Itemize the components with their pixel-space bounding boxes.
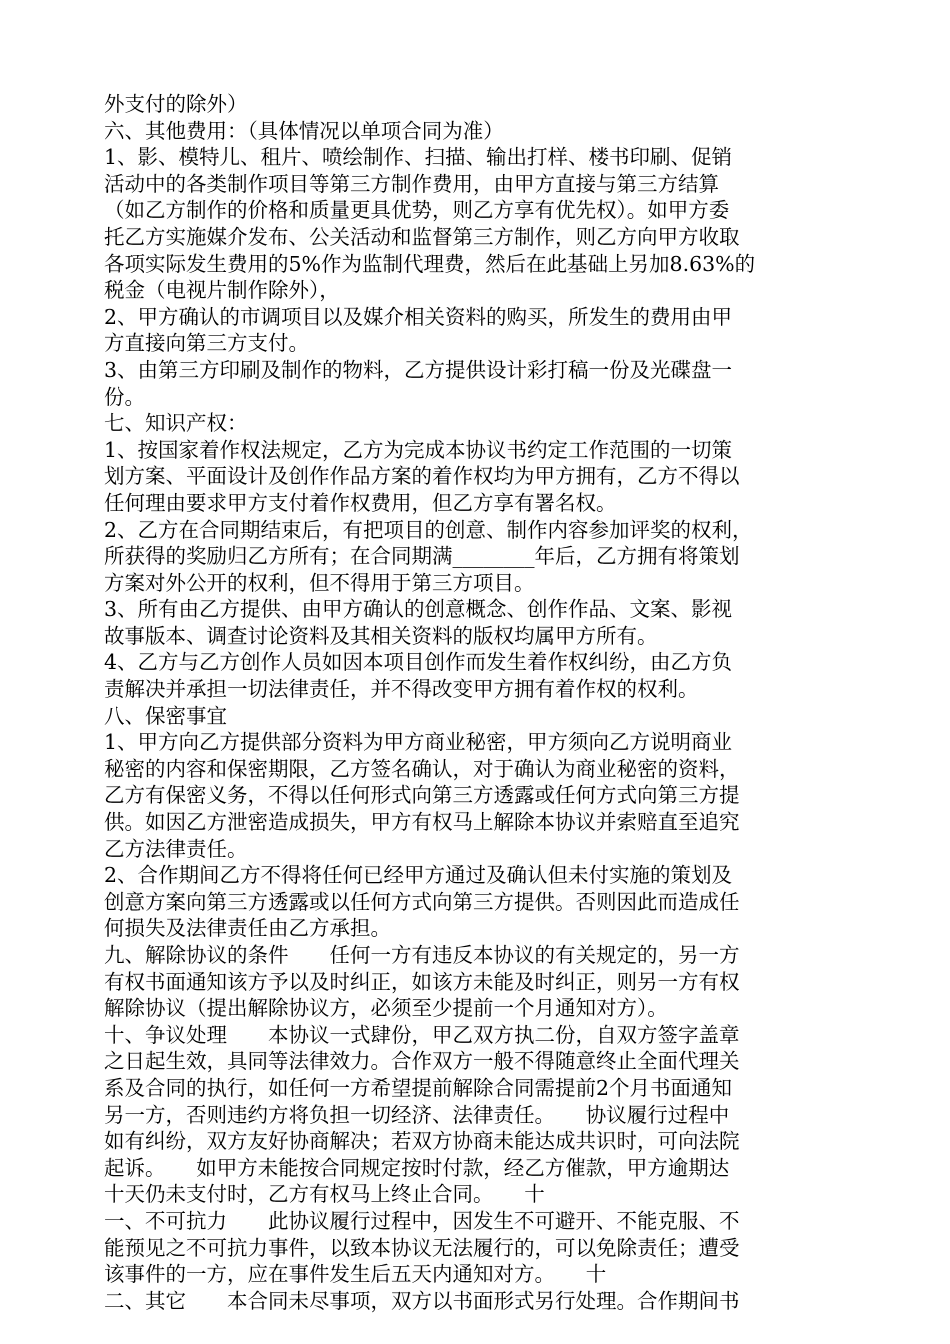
- text-line: 何损失及法律责任由乙方承担。: [104, 916, 391, 941]
- text-line: 外支付的除外）: [104, 92, 248, 116]
- text-line: 2、乙方在合同期结束后，有把项目的创意、制作内容参加评奖的权利，: [104, 517, 753, 542]
- text-line: 各项实际发生费用的5%作为监制代理费，然后在此基础上另加8.63%的: [104, 251, 756, 276]
- section-heading-intellectual-property: 七、知识产权：: [104, 411, 248, 436]
- section-heading-force-majeure: 一、不可抗力 此协议履行过程中，因发生不可避开、不能克服、不: [104, 1208, 740, 1233]
- text-line: 供。如因乙方泄密造成损失，甲方有权马上解除本协议并索赔直至追究: [104, 810, 740, 835]
- text-line: 责解决并承担一切法律责任，并不得改变甲方拥有着作权的权利。: [104, 677, 699, 702]
- text-line: （如乙方制作的价格和质量更具优势，则乙方享有优先权）。如甲方委: [104, 198, 730, 223]
- text-line: 2、甲方确认的市调项目以及媒介相关资料的购买，所发生的费用由甲: [104, 304, 733, 329]
- text-line: 乙方有保密义务，不得以任何形式向第三方透露或任何方式向第三方提: [104, 783, 740, 808]
- text-line: 4、乙方与乙方创作人员如因本项目创作而发生着作权纠纷，由乙方负: [104, 650, 733, 675]
- text-line: 1、甲方向乙方提供部分资料为甲方商业秘密，甲方须向乙方说明商业: [104, 730, 733, 755]
- text-line: 十天仍未支付时，乙方有权马上终止合同。 十: [104, 1182, 545, 1207]
- text-line: 托乙方实施媒介发布、公关活动和监督第三方制作，则乙方向甲方收取: [104, 224, 740, 249]
- section-heading-other-fees: 六、其他费用：（具体情况以单项合同为准）: [104, 118, 504, 143]
- text-line: 起诉。 如甲方未能按合同规定按时付款，经乙方催款，甲方逾期达: [104, 1155, 730, 1180]
- text-line: 能预见之不可抗力事件，以致本协议无法履行的，可以免除责任；遭受: [104, 1235, 740, 1260]
- section-heading-termination: 九、解除协议的条件 任何一方有违反本协议的有关规定的，另一方: [104, 943, 740, 967]
- text-line: 1、影、模特儿、租片、喷绘制作、扫描、输出打样、楼书印刷、促销: [104, 145, 733, 170]
- section-heading-other: 二、其它 本合同未尽事项，双方以书面形式另行处理。合作期间书: [104, 1288, 740, 1313]
- text-line: 如有纠纷，双方友好协商解决；若双方协商未能达成共识时，可向法院: [104, 1129, 740, 1154]
- text-line: 1、按国家着作权法规定，乙方为完成本协议书约定工作范围的一切策: [104, 437, 733, 462]
- text-line: 方案对外公开的权利，但不得用于第三方项目。: [104, 570, 535, 595]
- text-line: 3、所有由乙方提供、由甲方确认的创意概念、创作作品、文案、影视: [104, 597, 733, 622]
- text-line: 方直接向第三方支付。: [104, 331, 309, 356]
- document-body: [104, 91, 849, 1314]
- text-line: 所获得的奖励归乙方所有；在合同期满________年后，乙方拥有将策划: [104, 544, 740, 569]
- section-heading-confidentiality: 八、保密事宜: [104, 703, 227, 728]
- section-heading-disputes: 十、争议处理 本协议一式肆份，甲乙双方执二份，自双方签字盖章: [104, 1022, 740, 1047]
- text-line: 该事件的一方，应在事件发生后五天内通知对方。 十: [104, 1262, 607, 1287]
- text-line: 3、由第三方印刷及制作的物料，乙方提供设计彩打稿一份及光碟盘一: [104, 357, 733, 382]
- text-line: 乙方法律责任。: [104, 836, 248, 861]
- text-line: 有权书面通知该方予以及时纠正，如该方未能及时纠正，则另一方有权: [104, 969, 740, 994]
- text-line: 故事版本、调查讨论资料及其相关资料的版权均属甲方所有。: [104, 623, 658, 648]
- text-line: 创意方案向第三方透露或以任何方式向第三方提供。否则因此而造成任: [104, 889, 740, 914]
- text-line: 2、合作期间乙方不得将任何已经甲方通过及确认但未付实施的策划及: [104, 863, 733, 888]
- text-line: 系及合同的执行，如任何一方希望提前解除合同需提前2个月书面通知: [104, 1075, 733, 1100]
- text-line: 解除协议（提出解除协议方，必须至少提前一个月通知对方）。: [104, 996, 668, 1021]
- text-line: 活动中的各类制作项目等第三方制作费用，由甲方直接与第三方结算: [104, 171, 719, 196]
- text-line: 另一方，否则违约方将负担一切经济、法律责任。 协议履行过程中: [104, 1102, 730, 1127]
- text-line: 之日起生效，具同等法律效力。合作双方一般不得随意终止全面代理关: [104, 1049, 740, 1074]
- text-line: 税金（电视片制作除外），: [104, 278, 340, 303]
- text-line: 份。: [104, 384, 145, 409]
- text-line: 划方案、平面设计及创作作品方案的着作权均为甲方拥有，乙方不得以: [104, 464, 740, 489]
- text-line: 任何理由要求甲方支付着作权费用，但乙方享有署名权。: [104, 490, 617, 515]
- text-line: 秘密的内容和保密期限，乙方签名确认，对于确认为商业秘密的资料，: [104, 756, 740, 781]
